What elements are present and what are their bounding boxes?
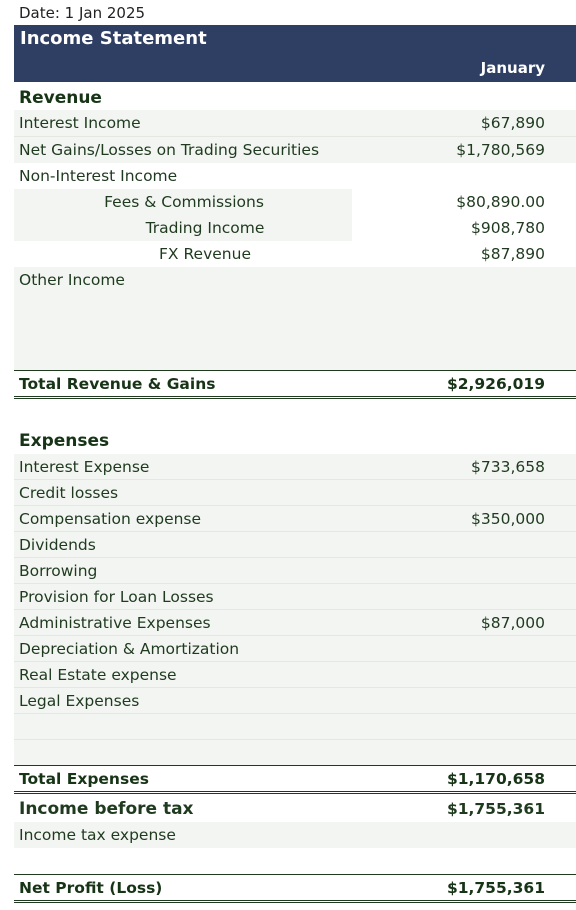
other-income-row[interactable] (14, 267, 576, 370)
total-value: $1,170,658 (446, 770, 545, 788)
month-column-header: January (480, 59, 545, 77)
row-value[interactable]: $87,890 (480, 245, 545, 263)
row-label: Borrowing (19, 562, 98, 580)
row-label: Income tax expense (19, 826, 176, 844)
interest-income-row[interactable] (14, 110, 576, 136)
row-divider (14, 583, 576, 584)
total-label: Total Revenue & Gains (19, 375, 216, 393)
row-value[interactable]: $908,780 (471, 219, 545, 237)
expense-row[interactable] (14, 584, 576, 610)
row-value[interactable]: $67,890 (480, 114, 545, 132)
fees-commissions-row[interactable] (14, 189, 576, 215)
row-label: Administrative Expenses (19, 614, 211, 632)
row-divider (14, 739, 576, 740)
row-label: FX Revenue (159, 245, 251, 263)
row-label: Other Income (19, 271, 125, 289)
expenses-section-label: Expenses (19, 431, 110, 451)
row-divider (14, 531, 576, 532)
empty-expense-row[interactable] (14, 740, 576, 766)
row-label: Income before tax (19, 799, 194, 819)
date-label: Date: 1 Jan 2025 (19, 4, 146, 22)
row-label: Trading Income (145, 219, 265, 237)
expense-row[interactable] (14, 688, 576, 714)
empty-expense-row[interactable] (14, 714, 576, 740)
row-label: Dividends (19, 536, 96, 554)
row-label: Non-Interest Income (19, 167, 178, 185)
row-value[interactable]: $87,000 (480, 614, 545, 632)
statement-title: Income Statement (20, 28, 207, 49)
trading-income-row[interactable] (14, 215, 576, 241)
statement-header (14, 25, 576, 82)
fx-revenue-row[interactable] (14, 241, 576, 267)
expense-row[interactable] (14, 558, 576, 584)
total-label: Total Expenses (19, 770, 149, 788)
row-label: Provision for Loan Losses (19, 588, 214, 606)
total-revenue-row (14, 370, 576, 399)
revenue-section-row (14, 84, 576, 110)
row-label: Compensation expense (19, 510, 202, 528)
row-label: Fees & Commissions (104, 193, 264, 211)
expense-row[interactable] (14, 532, 576, 558)
row-divider (14, 609, 576, 610)
row-label: Real Estate expense (19, 666, 177, 684)
net-gains-row[interactable] (14, 137, 576, 163)
total-label: Net Profit (Loss) (19, 879, 163, 897)
expense-row[interactable] (14, 506, 576, 532)
row-label: Depreciation & Amortization (19, 640, 240, 658)
row-label: Legal Expenses (19, 692, 140, 710)
income-before-tax-row (14, 796, 576, 822)
row-value[interactable]: $350,000 (471, 510, 545, 528)
row-divider (14, 713, 576, 714)
row-divider (14, 479, 576, 480)
row-label: Interest Expense (19, 458, 150, 476)
row-divider (14, 557, 576, 558)
row-value[interactable]: $733,658 (471, 458, 545, 476)
net-profit-row (14, 874, 576, 903)
total-value: $1,755,361 (446, 879, 545, 897)
expense-row[interactable] (14, 636, 576, 662)
row-divider (14, 687, 576, 688)
row-label: Net Gains/Losses on Trading Securities (19, 141, 320, 159)
revenue-section-label: Revenue (19, 88, 102, 108)
row-divider (14, 661, 576, 662)
total-value: $2,926,019 (446, 375, 545, 393)
row-value[interactable]: $80,890.00 (456, 193, 545, 211)
income-tax-row[interactable] (14, 822, 576, 848)
row-label: Interest Income (19, 114, 141, 132)
expense-row[interactable] (14, 480, 576, 506)
non-interest-income-row[interactable] (14, 163, 576, 189)
row-value: $1,755,361 (446, 800, 545, 818)
expense-row[interactable] (14, 610, 576, 636)
row-value[interactable]: $1,780,569 (456, 141, 545, 159)
expense-row[interactable] (14, 454, 576, 480)
expenses-section-row (14, 427, 576, 453)
row-divider (14, 635, 576, 636)
row-label: Credit losses (19, 484, 119, 502)
expense-row[interactable] (14, 662, 576, 688)
row-divider (14, 505, 576, 506)
total-expenses-row (14, 765, 576, 794)
